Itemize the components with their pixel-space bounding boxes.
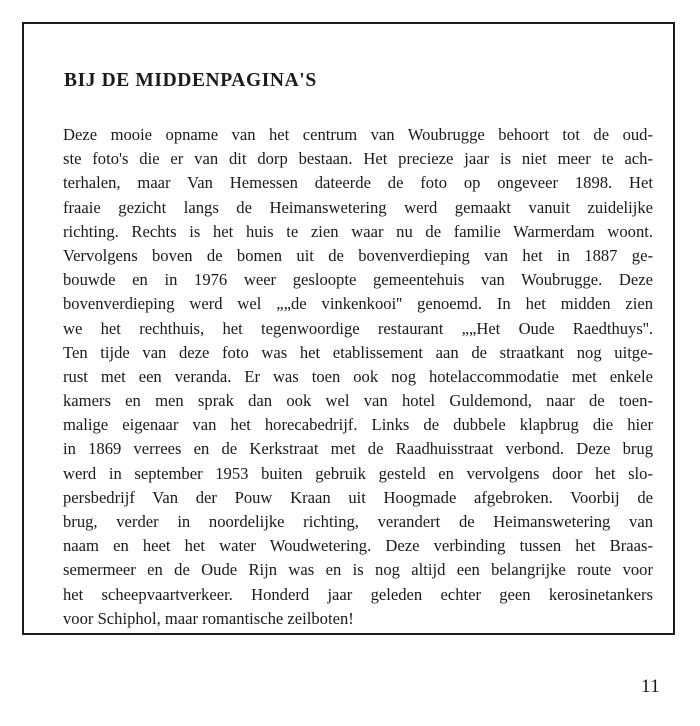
article-body — [63, 123, 653, 631]
body-line: het scheepvaartverkeer. Honderd jaar geleden echter geen kerosinetankers — [63, 584, 653, 604]
body-line: bovenverdieping werd wel „„de vinkenkooi'' genoemd. In het midden zien — [63, 294, 653, 314]
body-line: in 1869 verrees en de Kerkstraat met de Raadhuisstraat verbond. Deze brug — [63, 439, 653, 459]
body-line: terhalen, maar Van Hemessen dateerde de foto op ongeveer 1898. Het — [63, 173, 653, 193]
body-line: naam en heet het water Woudwetering. Deze verbinding tussen het Braas- — [63, 536, 653, 556]
body-line: malige eigenaar van het horecabedrijf. Links de dubbele klapbrug die hier — [63, 415, 653, 435]
body-line: werd in september 1953 buiten gebruik gesteld en vervolgens door het slo- — [63, 463, 653, 483]
body-line: Ten tijde van deze foto was het etablissement aan de straatkant nog uitge- — [63, 342, 653, 362]
body-line: persbedrijf Van der Pouw Kraan uit Hoogmade afgebroken. Voorbij de — [63, 487, 653, 507]
body-line: ste foto's die er van dit dorp bestaan. Het precieze jaar is niet meer te ach- — [63, 149, 653, 169]
body-line: Vervolgens boven de bomen uit de bovenverdieping van het in 1887 ge- — [63, 245, 653, 265]
article-frame — [22, 22, 675, 635]
body-line: we het rechthuis, het tegenwoordige restaurant „„Het Oude Raedthuys''. — [63, 318, 653, 338]
body-line: brug, verder in noordelijke richting, verandert de Heimanswetering van — [63, 512, 653, 531]
page-number: 11 — [641, 676, 661, 697]
body-line: Deze mooie opname van het centrum van Woubrugge behoort tot de oud- — [63, 125, 653, 144]
body-line: fraaie gezicht langs de Heimanswetering werd gemaakt vanuit zuidelijke — [63, 197, 653, 217]
body-line: voor Schiphol, maar romantische zeilboten! — [63, 608, 354, 628]
body-line: bouwde en in 1976 weer gesloopte gemeentehuis van Woubrugge. Deze — [63, 270, 653, 290]
body-line: rust met een veranda. Er was toen ook nog hotelaccommodatie met enkele — [63, 366, 653, 386]
body-line: semermeer en de Oude Rijn was en is nog altijd een belangrijke route voor — [63, 560, 653, 580]
body-line: kamers en men sprak dan ook wel van hotel Guldemond, naar de toen- — [63, 391, 653, 411]
article-title: BIJ DE MIDDENPAGINA'S — [64, 70, 317, 91]
body-line: richting. Rechts is het huis te zien waar nu de familie Warmerdam woont. — [63, 221, 653, 241]
